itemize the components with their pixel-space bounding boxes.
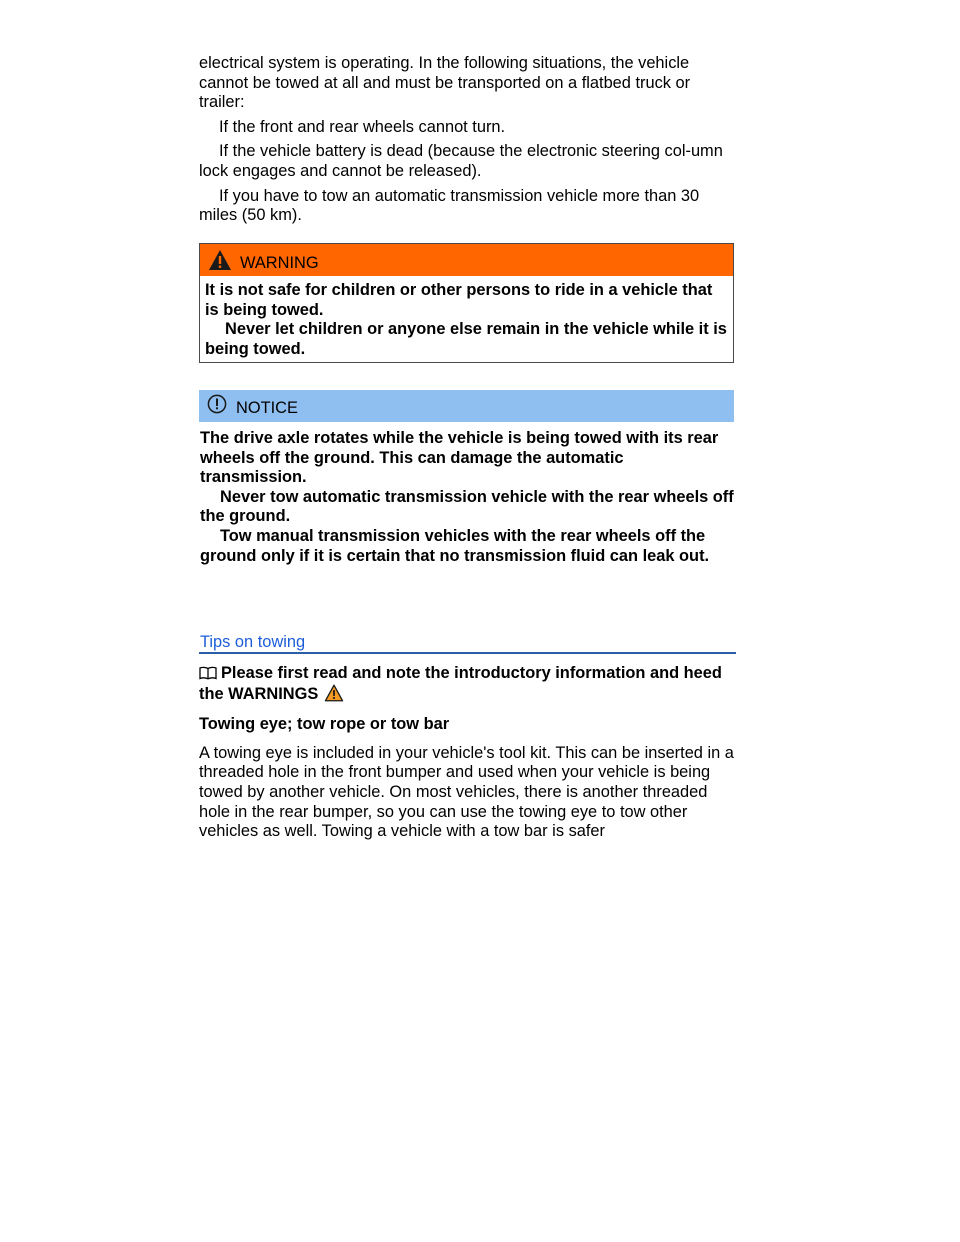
warning-header — [200, 244, 733, 276]
notice-header — [199, 390, 734, 422]
subheading: Towing eye; tow rope or tow bar — [199, 715, 450, 734]
read-first-note — [199, 664, 736, 704]
warning-box — [199, 243, 734, 363]
notice-text: The drive axle rotates while the vehicle is being towed with its rear wheels off the ground. This can damage the automatic transmission. — [200, 429, 719, 487]
notice-item: Tow manual transmission vehicles with the rear wheels off the ground only if it is certain that no transmission fluid can leak out. — [200, 526, 710, 565]
list-item: If the front and rear wheels cannot turn. — [219, 117, 506, 136]
notice-item: Never tow automatic transmission vehicle with the rear wheels off the ground. — [200, 487, 734, 526]
section-heading — [199, 632, 736, 654]
exclamation-circle-icon — [207, 394, 227, 414]
list-item: If you have to tow an automatic transmission vehicle more than 30 miles (50 km). — [199, 186, 700, 225]
warning-item: Never let children or anyone else remain in the vehicle while it is being towed. — [205, 320, 727, 358]
list-item: If the vehicle battery is dead (because the electronic steering col-umn lock engages and cannot be released). — [199, 142, 723, 180]
section-title: Tips on towing — [200, 633, 306, 651]
warning-triangle-icon — [208, 249, 232, 271]
intro-paragraph: electrical system is operating. In the following situations, the vehicle cannot be towed at all and must be transported on a flatbed truck or trailer: — [199, 54, 691, 112]
notice-label: NOTICE — [236, 399, 298, 417]
open-book-icon — [199, 666, 217, 680]
tips-section — [199, 664, 736, 842]
read-first-text: Please first read and note the introductory information and heed the WARNINGS — [199, 664, 722, 703]
warning-label: WARNING — [240, 254, 319, 272]
warning-text: It is not safe for children or other persons to ride in a vehicle that is being towed. — [205, 281, 713, 319]
notice-box — [199, 390, 734, 566]
body-paragraph: A towing eye is included in your vehicle's tool kit. This can be inserted in a threaded hole in the front bumper and used when your vehicle is being towed by another vehicle. On most vehicles, there is another threaded hole in the rear bumper, so you can use the towing eye to tow other vehicles as well. Towing a vehicle with a tow bar is safer — [199, 743, 734, 841]
warning-triangle-icon — [324, 684, 344, 702]
intro-section — [199, 54, 736, 226]
